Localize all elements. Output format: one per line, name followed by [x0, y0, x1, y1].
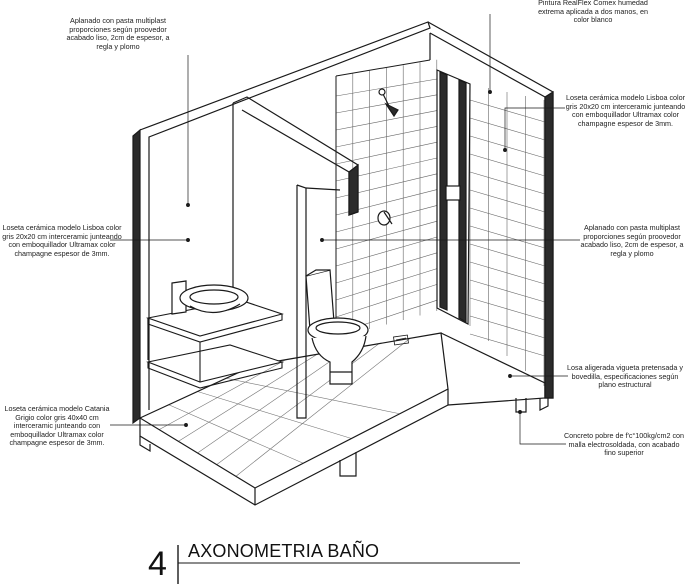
- note-losa: Losa aligerada vigueta pretensada y bovedilla, especificaciones según plano estructural: [567, 363, 683, 390]
- note-pintura: Pintura RealFlex Comex humedad extrema aplicada a dos manos, en color blanco: [538, 0, 648, 25]
- note-aplanado-right: Aplanado con pasta multiplast proporciones según proovedor acabado liso, 2cm de espesor, a regla y plomo: [580, 223, 684, 258]
- note-concreto: Concreto pobre de f'c°100kg/cm2 con malla electrosoldada, con acabado fino superior: [563, 431, 685, 458]
- toilet-icon: [306, 270, 368, 384]
- drawing-title: AXONOMETRIA BAÑO: [188, 541, 380, 561]
- tile-grid-right-wall: [470, 84, 545, 386]
- shower-door: [437, 70, 470, 324]
- shower-valve-icon: [378, 211, 392, 225]
- note-loseta-wall-right: Loseta cerámica modelo Lisboa color gris 20x20 cm interceramic junteando con emboquillador Ultramax color champagne espesor de 3mm.: [565, 93, 686, 128]
- note-loseta-floor: Loseta cerámica modelo Catania Grigio color gris 40x40 cm interceramic junteando con emboquillador Ultramax color champagne espesor de 3mm.: [4, 404, 110, 448]
- drawing-number: 4: [148, 545, 167, 583]
- note-loseta-wall-left: Loseta cerámica modelo Lisboa color gris 20x20 cm interceramic junteando con emboquillador Ultramax color champagne espesor de 3mm.: [2, 223, 122, 258]
- note-aplanado-left: Aplanado con pasta multiplast proporciones según proovedor acabado liso, 2cm de espesor, a regla y plomo: [66, 16, 170, 51]
- vanity: [148, 300, 282, 388]
